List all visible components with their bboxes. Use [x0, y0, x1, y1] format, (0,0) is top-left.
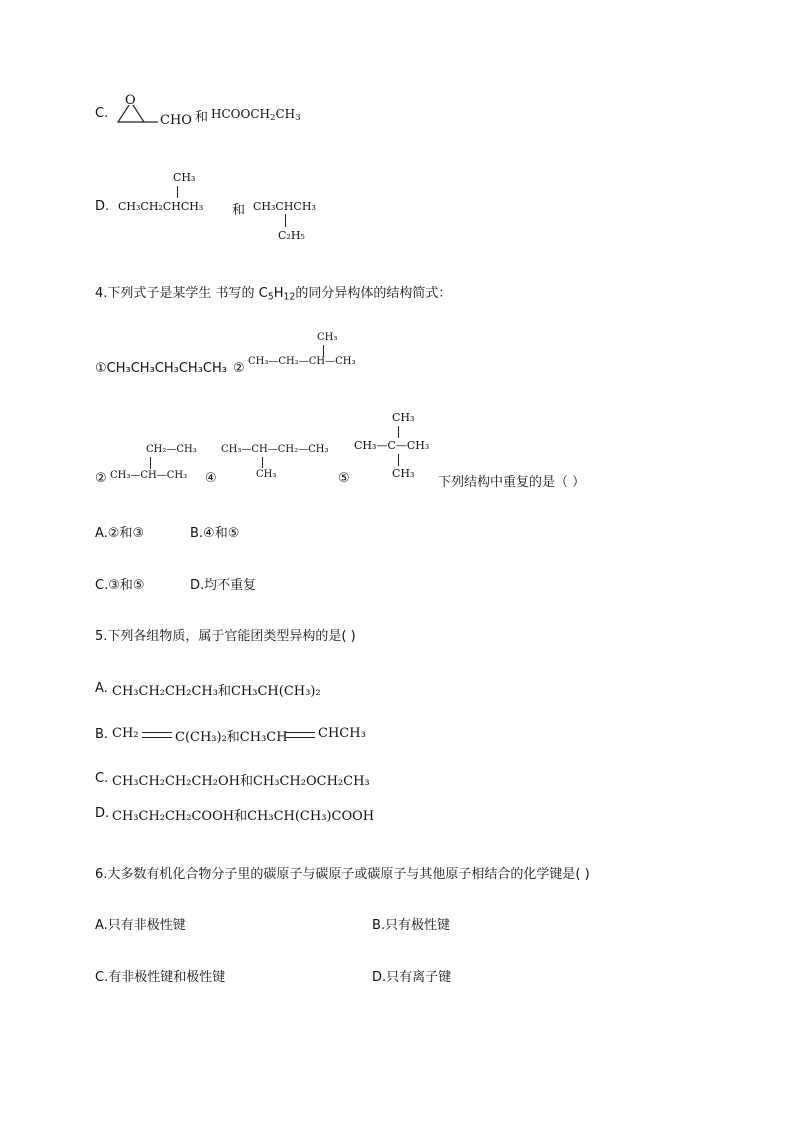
- q3-d-right-formula: CH₃CHCH₃: [253, 200, 316, 213]
- q3-d-left-formula: CH₃CH₂CHCH₃: [118, 200, 204, 213]
- q5-option-c-label: C.: [95, 771, 109, 786]
- q4-s3-top-ethyl: CH₂—CH₃: [146, 444, 197, 455]
- q4-s2-top-methyl: CH₃: [317, 332, 338, 343]
- double-bond-1: [142, 732, 172, 738]
- q4-s5-top-bond: [398, 426, 399, 438]
- q5-option-a-label: A.: [95, 681, 108, 696]
- q4-option-c: C.③和⑤: [95, 578, 145, 593]
- q4-s5-top-methyl: CH₃: [392, 411, 415, 424]
- q5-stem: 5.下列各组物质，属于官能团类型异构的是( ): [95, 629, 356, 644]
- q4-question-tail: 下列结构中重复的是（ ）: [438, 475, 586, 490]
- q3-d-top-methyl: CH₃: [173, 171, 196, 184]
- q3-d-top-bond: [177, 186, 178, 198]
- q5-option-a-formula: CH₃CH₂CH₂CH₃和CH₃CH(CH₃)₂: [112, 684, 321, 699]
- q4-structure-4-label: ④: [205, 471, 217, 486]
- q3-c-left-formula: CHO: [160, 113, 192, 128]
- q4-s5-main-chain: CH₃—C—CH₃: [354, 439, 430, 452]
- q3-d-bottom-bond: [285, 214, 286, 227]
- q4-s4-bond: [262, 457, 263, 468]
- double-bond-2: [285, 732, 315, 738]
- epoxide-oxygen-atom: O: [125, 93, 136, 108]
- q4-s3-bond: [150, 457, 151, 469]
- q6-option-b: B.只有极性键: [372, 918, 451, 933]
- q4-s4-main-chain: CH₃—CH—CH₂—CH₃: [221, 444, 329, 455]
- q4-structure-2-label: ②: [233, 361, 245, 376]
- q4-stem: 4.下列式子是某学生 书写的 $C_5H_{12}$的同分异构体的结构简式：: [95, 286, 452, 303]
- q5-b-left-part: CH₂: [112, 726, 139, 741]
- q4-s5-bottom-methyl: CH₃: [392, 467, 415, 480]
- q5-b-middle-part: C(CH₃)₂和CH₃CH: [175, 730, 288, 745]
- q6-option-d: D.只有离子键: [372, 970, 452, 985]
- q4-s5-bottom-bond: [398, 454, 399, 466]
- q3-option-d-label: D.: [95, 199, 110, 214]
- q4-s4-bottom-methyl: CH₃: [256, 469, 277, 480]
- q4-option-b: B.④和⑤: [190, 526, 240, 541]
- q4-s2-main-chain: CH₃—CH₂—CH—CH₃: [248, 356, 356, 367]
- q4-s2-bond: [323, 345, 324, 356]
- q5-option-c-formula: CH₃CH₂CH₂CH₂OH和CH₃CH₂OCH₂CH₃: [112, 774, 370, 789]
- q5-b-right-part: CHCH₃: [318, 726, 366, 741]
- q4-s3-main-chain: CH₃—CH—CH₃: [110, 470, 188, 481]
- q4-option-d: D.均不重复: [190, 578, 257, 593]
- q4-structure-1: ①CH₃CH₃CH₃CH₃CH₃: [95, 361, 227, 376]
- q3-c-and: 和: [195, 110, 209, 125]
- epoxide-ring-icon: [112, 94, 160, 126]
- q6-option-c: C.有非极性键和极性键: [95, 970, 226, 985]
- q3-d-bottom-ethyl: C₂H₅: [278, 229, 305, 242]
- q3-d-and: 和: [232, 203, 246, 218]
- q6-option-a: A.只有非极性键: [95, 918, 186, 933]
- q4-structure-5-label: ⑤: [338, 471, 350, 486]
- q5-option-d-formula: CH₃CH₂CH₂COOH和CH₃CH(CH₃)COOH: [112, 809, 375, 824]
- q4-structure-3-label: ②: [95, 471, 107, 486]
- q6-stem: 6.大多数有机化合物分子里的碳原子与碳原子或碳原子与其他原子相结合的化学键是( ): [95, 867, 590, 882]
- q4-option-a: A.②和③: [95, 526, 145, 541]
- q3-option-c-label: C.: [95, 106, 109, 121]
- q3-c-right-formula: $HCOOCH_2CH_3$: [211, 107, 301, 124]
- q5-option-d-label: D.: [95, 806, 110, 821]
- q5-option-b-label: B.: [95, 727, 109, 742]
